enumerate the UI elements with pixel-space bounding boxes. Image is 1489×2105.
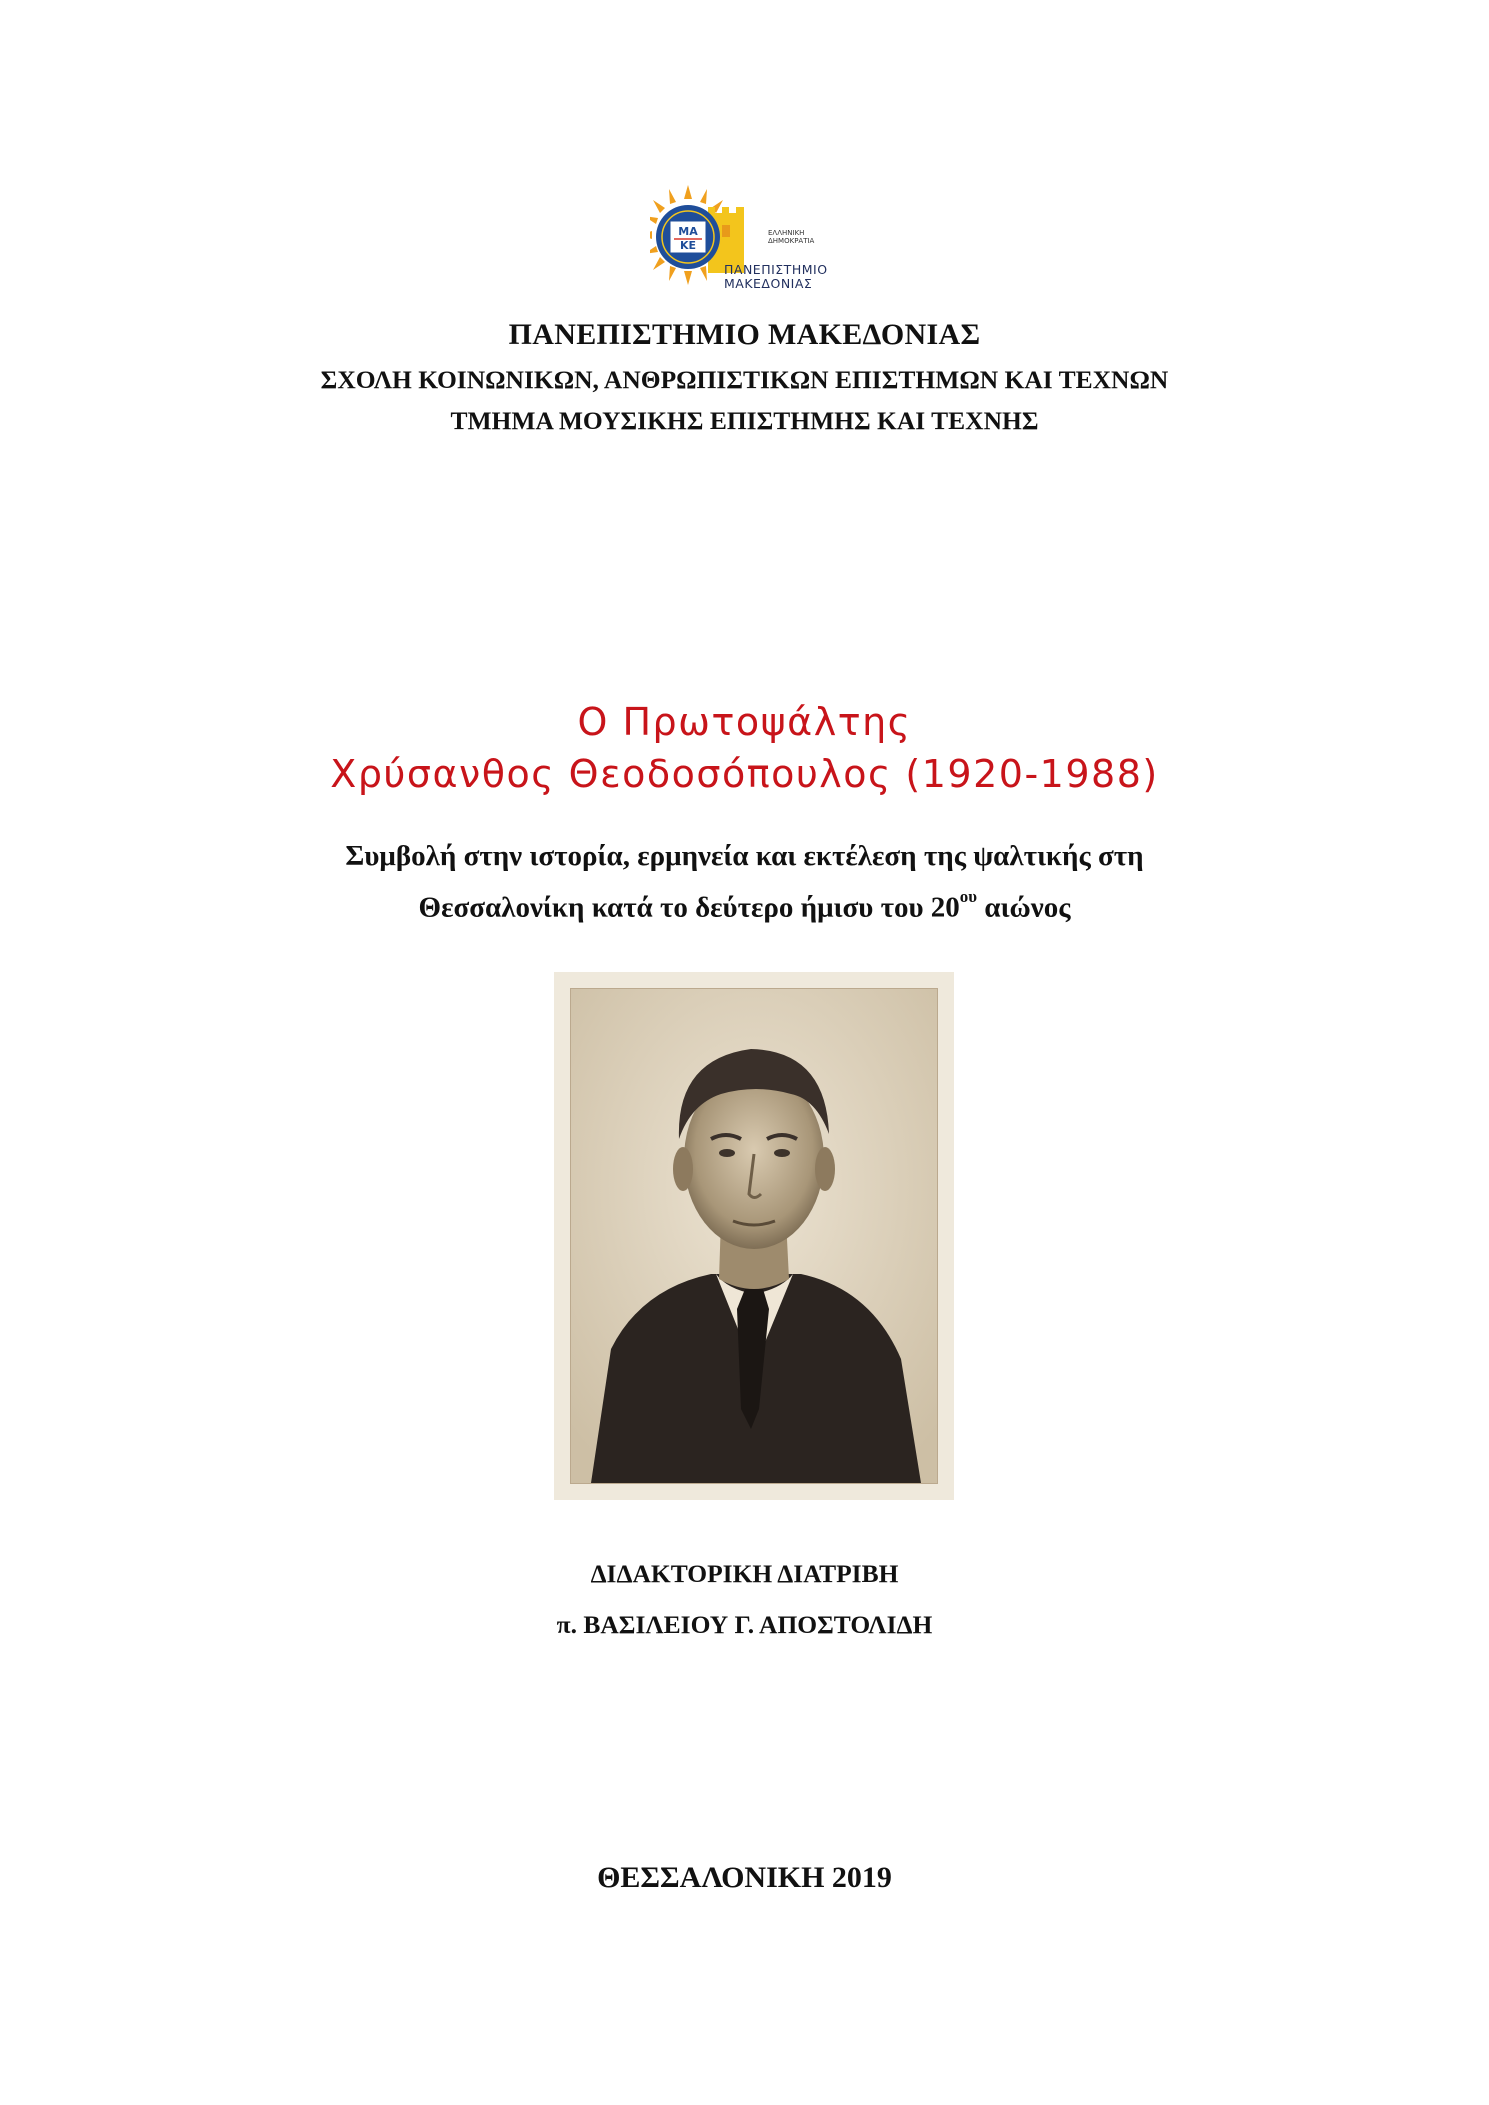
university-name: ΠΑΝΕΠΙΣΤΗΜΙΟ ΜΑΚΕΔΟΝΙΑΣ: [508, 318, 981, 351]
school-name: ΣΧΟΛΗ ΚΟΙΝΩΝΙΚΩΝ, ΑΝΘΡΩΠΙΣΤΙΚΩΝ ΕΠΙΣΤΗΜΩΝ ΚΑΙ ΤΕΧΝΩΝ: [320, 365, 1169, 394]
logo-republic-text: ΕΛΛΗΝΙΚΗ ΔΗΜΟΚΡΑΤΙΑ: [768, 229, 815, 245]
svg-text:ΜΑ: ΜΑ: [678, 225, 698, 238]
place-and-year: ΘΕΣΣΑΛΟΝΙΚΗ 2019: [597, 1861, 892, 1894]
department-name: ΤΜΗΜΑ ΜΟΥΣΙΚΗΣ ΕΠΙΣΤΗΜΗΣ ΚΑΙ ΤΕΧΝΗΣ: [450, 406, 1039, 435]
thesis-title-line-1: Ο Πρωτοψάλτης: [577, 700, 912, 744]
thesis-title-line-2: Χρύσανθος Θεοδοσόπουλος (1920-1988): [330, 752, 1159, 796]
portrait-photo-frame: [554, 972, 954, 1500]
thesis-subtitle-line-1: Συμβολή στην ιστορία, ερμηνεία και εκτέλεση της ψαλτικής στη: [345, 840, 1144, 872]
subtitle-text-after: αιώνος: [977, 891, 1071, 924]
portrait-photo: [570, 988, 938, 1484]
portrait-image: [571, 989, 937, 1483]
document-type: ΔΙΔΑΚΤΟΡΙΚΗ ΔΙΑΤΡΙΒΗ: [590, 1559, 899, 1588]
logo-university-name: ΠΑΝΕΠΙΣΤΗΜΙΟ ΜΑΚΕΔΟΝΙΑΣ: [724, 262, 828, 291]
author-name: π. ΒΑΣΙΛΕΙΟΥ Γ. ΑΠΟΣΤΟΛΙΔΗ: [556, 1610, 933, 1639]
university-logo: [650, 185, 850, 305]
thesis-subtitle-line-2: [0, 879, 1489, 930]
svg-text:ΚΕ: ΚΕ: [679, 239, 697, 252]
subtitle-text-before: Θεσσαλονίκη κατά το δεύτερο ήμισυ του 20: [418, 891, 960, 924]
subtitle-superscript: ου: [959, 887, 978, 906]
